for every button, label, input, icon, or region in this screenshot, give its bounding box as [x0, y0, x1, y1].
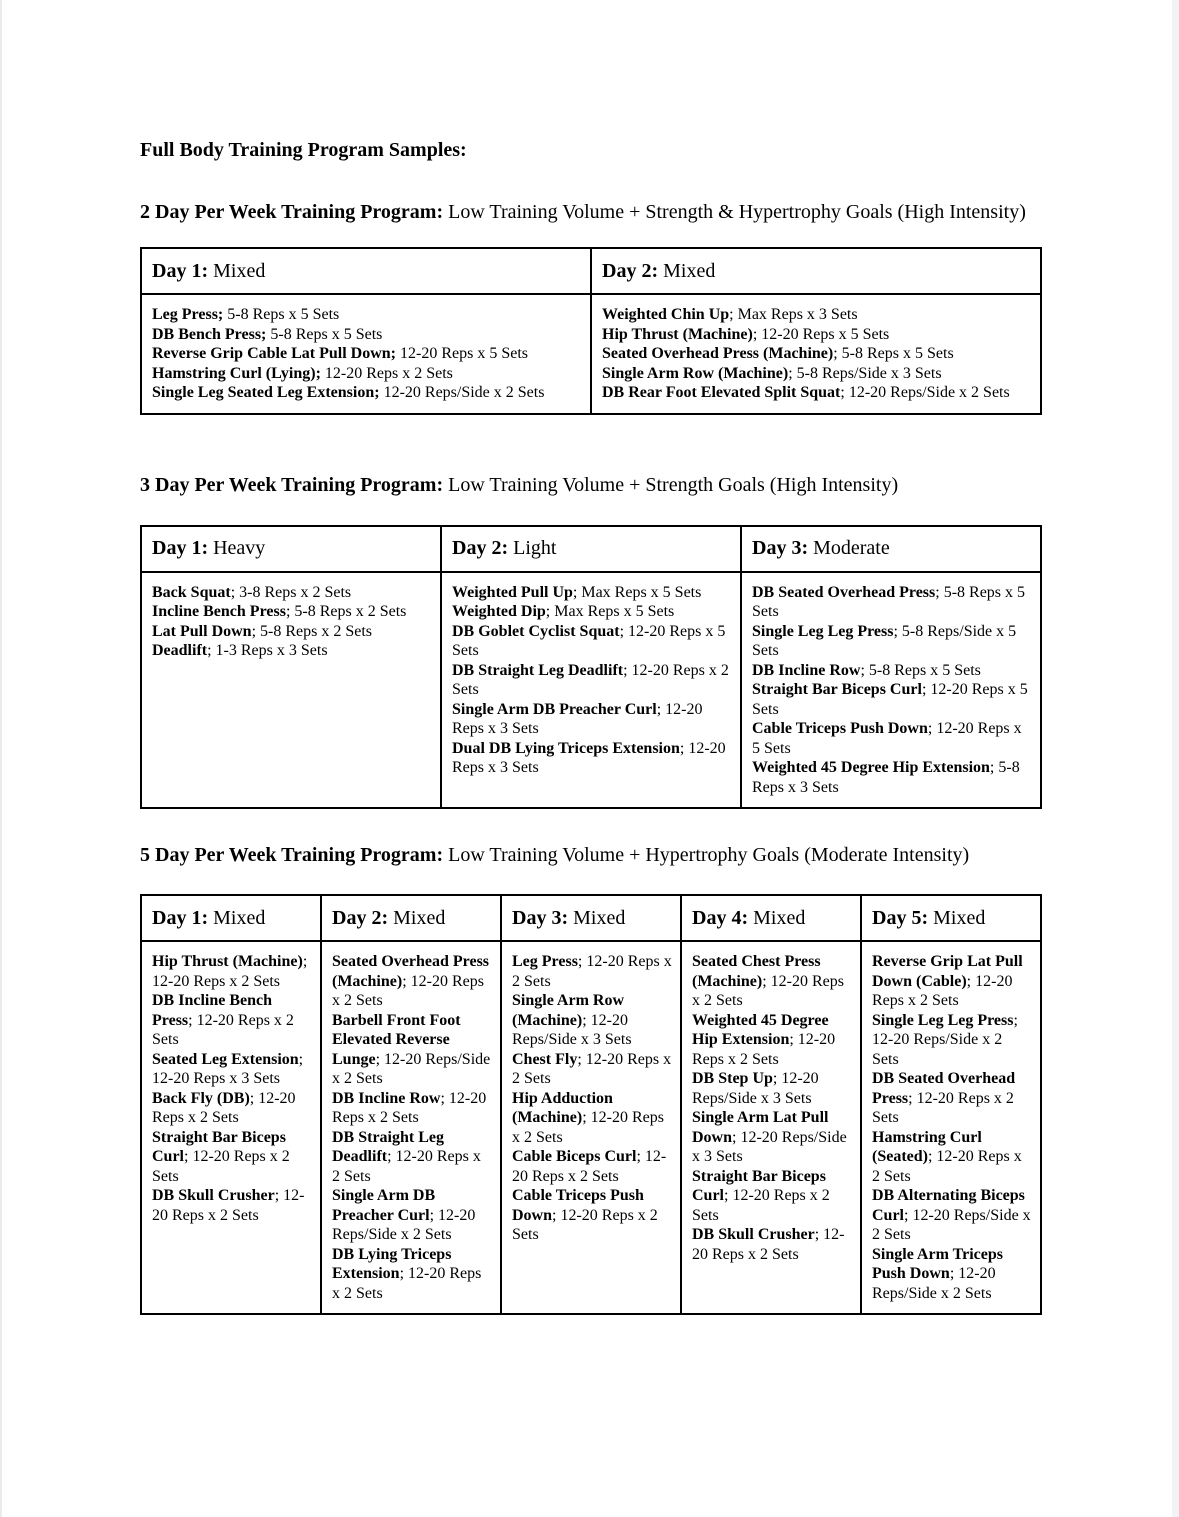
exercise-detail: ; 12-20 Reps x 2 Sets	[872, 972, 1013, 1009]
exercise-name: Hip Thrust (Machine)	[152, 953, 303, 970]
exercise-detail: ; 12-20 Reps x 2 Sets	[512, 1206, 658, 1243]
exercise-name: DB Seated Overhead Press	[872, 1070, 1016, 1107]
exercise-detail: ; 12-20 Reps x 2 Sets	[332, 1089, 487, 1126]
day-column-header	[501, 895, 681, 941]
day-exercises-cell	[441, 572, 741, 809]
exercise-detail: ; 12-20 Reps x 3 Sets	[452, 700, 703, 737]
exercise-item	[452, 622, 732, 661]
exercise-item	[872, 1128, 1032, 1187]
exercise-name: DB Incline Bench Press	[152, 992, 273, 1029]
training-program-table	[140, 894, 1042, 1315]
exercise-item	[152, 622, 432, 642]
exercise-item	[752, 719, 1032, 758]
program-section-2-day	[140, 199, 1040, 415]
exercise-name: DB Lying Triceps Extension	[332, 1245, 452, 1282]
exercise-name: Hamstring Curl (Lying);	[152, 364, 321, 382]
section-heading-rest: Low Training Volume + Strength & Hypertrophy Goals (High Intensity)	[443, 201, 1026, 223]
exercise-item	[512, 1089, 672, 1148]
exercise-name: Lat Pull Down	[152, 622, 252, 640]
exercise-item	[152, 344, 582, 364]
training-table-container	[140, 894, 1040, 1315]
day-exercises-cell	[321, 941, 501, 1314]
exercise-item	[752, 661, 1032, 681]
day-label: Day 1:	[152, 537, 209, 559]
exercise-name: Straight Bar Biceps Curl	[752, 681, 922, 698]
exercise-item	[872, 1069, 1032, 1128]
exercise-item	[512, 1050, 672, 1089]
day-type: Heavy	[208, 537, 266, 559]
day-header-row	[141, 248, 1041, 294]
day-label: Day 5:	[872, 906, 929, 929]
exercise-name: Dual DB Lying Triceps Extension	[452, 739, 680, 757]
exercise-detail: ; 12-20 Reps/Side x 2 Sets	[840, 384, 1010, 401]
exercise-item	[512, 952, 672, 991]
exercise-item	[872, 1186, 1032, 1245]
exercise-item	[152, 364, 582, 384]
exercise-detail: ; 12-20 Reps x 2 Sets	[152, 1011, 294, 1048]
section-heading	[140, 199, 1040, 225]
exercise-item	[692, 1167, 852, 1226]
day-label: Day 1:	[152, 906, 209, 929]
exercise-item	[692, 1011, 852, 1070]
table-head	[141, 248, 1041, 294]
exercise-item	[152, 325, 582, 345]
day-body-row	[141, 941, 1041, 1314]
day-exercises-cell	[861, 941, 1041, 1314]
exercise-name: Back Fly (DB)	[152, 1089, 250, 1107]
exercise-name: Single Arm DB Preacher Curl	[332, 1187, 436, 1224]
day-body-row	[141, 572, 1041, 809]
exercise-detail: 12-20 Reps/Side x 2 Sets	[379, 384, 545, 401]
exercise-detail: ; 5-8 Reps x 3 Sets	[752, 759, 1020, 796]
day-label: Day 2:	[602, 259, 659, 282]
exercise-detail: 12-20 Reps x 2 Sets	[320, 364, 453, 382]
exercise-name: Single Arm Lat Pull Down	[692, 1109, 829, 1146]
exercise-detail: ; Max Reps x 5 Sets	[545, 603, 675, 620]
training-table-container	[140, 525, 1040, 810]
exercise-detail: ; 12-20 Reps/Side x 2 Sets	[872, 1265, 996, 1302]
exercise-item	[332, 1245, 492, 1304]
exercise-detail: ; 5-8 Reps/Side x 5 Sets	[752, 622, 1017, 659]
day-body-row	[141, 294, 1041, 414]
exercise-detail: ; 12-20 Reps x 2 Sets	[152, 953, 308, 990]
exercise-item	[752, 680, 1032, 719]
exercise-name: Seated Leg Extension	[152, 1050, 299, 1068]
table-body	[141, 294, 1041, 414]
exercise-name: Reverse Grip Cable Lat Pull Down;	[152, 345, 396, 362]
exercise-name: Hamstring Curl (Seated)	[872, 1128, 982, 1165]
section-heading-bold: 3 Day Per Week Training Program:	[140, 473, 444, 496]
day-column-header	[141, 248, 591, 294]
day-type: Mixed	[568, 906, 626, 929]
day-type: Moderate	[808, 537, 890, 559]
day-header-row	[141, 895, 1041, 941]
exercise-item	[872, 952, 1032, 1011]
page-right-edge	[1172, 0, 1179, 1517]
exercise-item	[692, 1108, 852, 1167]
exercise-item	[452, 583, 732, 603]
day-label: Day 3:	[752, 537, 809, 559]
day-type: Light	[508, 537, 557, 559]
day-column-header	[321, 895, 501, 941]
exercise-item	[452, 739, 732, 778]
exercise-name: DB Incline Row	[752, 661, 861, 679]
exercise-detail: ; 12-20 Reps x 2 Sets	[332, 1148, 481, 1185]
exercise-item	[692, 1069, 852, 1108]
exercise-detail: ; 12-20 Reps x 2 Sets	[152, 1148, 290, 1185]
exercise-item	[602, 344, 1032, 364]
exercise-name: Straight Bar Biceps Curl	[152, 1128, 286, 1165]
exercise-name: DB Seated Overhead Press	[752, 583, 936, 601]
day-column-header	[441, 526, 741, 572]
exercise-detail: ; 12-20 Reps x 2 Sets	[512, 1148, 667, 1185]
exercise-name: DB Skull Crusher	[152, 1187, 275, 1204]
exercise-item	[152, 1050, 312, 1089]
exercise-detail: ; 12-20 Reps x 2 Sets	[152, 1187, 305, 1224]
day-header-row	[141, 526, 1041, 572]
exercise-name: Cable Triceps Push Down	[512, 1187, 644, 1224]
exercise-detail: ; 5-8 Reps/Side x 3 Sets	[788, 364, 942, 382]
training-program-table	[140, 525, 1042, 810]
exercise-detail: ; 5-8 Reps x 5 Sets	[752, 583, 1026, 620]
exercise-detail: ; 12-20 Reps x 2 Sets	[692, 1187, 830, 1224]
exercise-name: Seated Chest Press (Machine)	[692, 953, 821, 990]
exercise-name: Leg Press;	[152, 306, 224, 323]
exercise-item	[602, 383, 1032, 403]
exercise-detail: ; 12-20 Reps x 2 Sets	[692, 972, 844, 1009]
day-exercises-cell	[141, 572, 441, 809]
day-column-header	[681, 895, 861, 941]
day-type: Mixed	[748, 906, 806, 929]
exercise-item	[452, 661, 732, 700]
exercise-name: Hip Thrust (Machine)	[602, 325, 753, 343]
exercise-detail: ; 12-20 Reps/Side x 2 Sets	[332, 1050, 491, 1087]
exercise-detail: ; 5-8 Reps x 5 Sets	[833, 345, 954, 362]
day-column-header	[861, 895, 1041, 941]
day-exercises-cell	[591, 294, 1041, 414]
exercise-name: Weighted 45 Degree Hip Extension	[692, 1011, 829, 1048]
table-body	[141, 941, 1041, 1314]
exercise-name: Single Arm Triceps Push Down	[872, 1245, 1003, 1282]
exercise-name: Weighted 45 Degree Hip Extension	[752, 759, 990, 776]
exercise-item	[692, 952, 852, 1011]
exercise-detail: ; Max Reps x 5 Sets	[572, 583, 702, 601]
exercise-name: Hip Adduction (Machine)	[512, 1089, 613, 1126]
section-heading-bold: 5 Day Per Week Training Program:	[140, 844, 444, 866]
day-exercises-cell	[141, 294, 591, 414]
exercise-detail: ; 12-20 Reps x 2 Sets	[332, 1265, 482, 1302]
exercise-item	[152, 641, 432, 661]
day-type: Mixed	[928, 906, 986, 929]
exercise-detail: ; 1-3 Reps x 3 Sets	[207, 642, 328, 659]
exercise-name: DB Rear Foot Elevated Split Squat	[602, 384, 841, 401]
exercise-name: Weighted Chin Up	[602, 306, 730, 323]
day-label: Day 1:	[152, 259, 209, 282]
exercise-detail: ; 12-20 Reps x 2 Sets	[872, 1148, 1022, 1185]
section-heading-rest: Low Training Volume + Strength Goals (High Intensity)	[443, 473, 899, 496]
exercise-item	[752, 583, 1032, 622]
program-section-5-day	[140, 842, 1040, 1315]
exercise-detail: ; 5-8 Reps x 2 Sets	[285, 603, 407, 620]
exercise-item	[602, 305, 1032, 325]
day-column-header	[591, 248, 1041, 294]
exercise-detail: ; 12-20 Reps x 3 Sets	[152, 1050, 304, 1087]
exercise-item	[872, 1011, 1032, 1070]
exercise-name: Cable Triceps Push Down	[752, 720, 928, 737]
day-label: Day 4:	[692, 906, 749, 929]
exercise-detail: ; Max Reps x 3 Sets	[729, 306, 858, 323]
exercise-name: Single Leg Leg Press	[872, 1011, 1014, 1029]
day-type: Mixed	[208, 906, 266, 929]
exercise-name: Seated Overhead Press (Machine)	[332, 953, 490, 990]
exercise-name: Deadlift	[152, 642, 208, 659]
exercise-detail: 12-20 Reps x 5 Sets	[395, 345, 528, 362]
exercise-name: Back Squat	[152, 583, 231, 601]
exercise-name: Reverse Grip Lat Pull Down (Cable)	[872, 953, 1023, 990]
section-heading-rest: Low Training Volume + Hypertrophy Goals (Moderate Intensity)	[443, 844, 970, 866]
day-exercises-cell	[141, 941, 321, 1314]
exercise-name: DB Straight Leg Deadlift	[452, 661, 624, 679]
exercise-name: Single Arm DB Preacher Curl	[452, 700, 657, 718]
table-head	[141, 526, 1041, 572]
exercise-item	[752, 758, 1032, 797]
day-exercises-cell	[681, 941, 861, 1314]
exercise-name: Weighted Pull Up	[452, 583, 573, 601]
exercise-detail: ; 3-8 Reps x 2 Sets	[230, 583, 352, 601]
exercise-item	[152, 583, 432, 603]
exercise-name: DB Bench Press;	[152, 325, 267, 343]
exercise-name: DB Goblet Cyclist Squat	[452, 622, 620, 640]
exercise-name: DB Alternating Biceps Curl	[872, 1187, 1025, 1224]
exercise-name: DB Straight Leg Deadlift	[332, 1128, 444, 1165]
exercise-item	[152, 305, 582, 325]
exercise-item	[332, 1186, 492, 1245]
exercise-detail: 5-8 Reps x 5 Sets	[223, 306, 340, 323]
exercise-detail: ; 5-8 Reps x 2 Sets	[251, 622, 373, 640]
exercise-detail: ; 12-20 Reps/Side x 3 Sets	[692, 1128, 847, 1165]
exercise-name: Weighted Dip	[452, 603, 546, 620]
exercise-detail: ; 12-20 Reps x 5 Sets	[752, 325, 890, 343]
exercise-detail: ; 12-20 Reps/Side x 3 Sets	[512, 1011, 632, 1048]
exercise-item	[152, 383, 582, 403]
day-column-header	[141, 526, 441, 572]
exercise-detail: ; 12-20 Reps x 2 Sets	[512, 1109, 664, 1146]
document-title: Full Body Training Program Samples:	[140, 139, 467, 161]
exercise-name: Seated Overhead Press (Machine)	[602, 345, 834, 362]
exercise-detail: ; 12-20 Reps x 2 Sets	[452, 661, 729, 698]
exercise-detail: ; 12-20 Reps x 3 Sets	[452, 739, 726, 776]
exercise-item	[602, 364, 1032, 384]
exercise-name: Chest Fly	[512, 1050, 578, 1068]
exercise-detail: ; 12-20 Reps x 2 Sets	[332, 972, 484, 1009]
exercise-item	[512, 1186, 672, 1245]
exercise-name: DB Step Up	[692, 1070, 773, 1087]
day-label: Day 2:	[452, 537, 509, 559]
exercise-name: Single Arm Row (Machine)	[512, 992, 624, 1029]
exercise-item	[602, 325, 1032, 345]
day-label: Day 2:	[332, 906, 389, 929]
exercise-detail: ; 12-20 Reps x 5 Sets	[752, 720, 1022, 757]
exercise-item	[332, 1089, 492, 1128]
exercise-item	[152, 1186, 312, 1225]
exercise-name: Incline Bench Press	[152, 603, 286, 620]
exercise-detail: ; 12-20 Reps x 5 Sets	[752, 681, 1028, 718]
exercise-item	[152, 991, 312, 1050]
exercise-detail: ; 12-20 Reps x 2 Sets	[692, 1031, 836, 1068]
table-body	[141, 572, 1041, 809]
exercise-detail: ; 12-20 Reps x 2 Sets	[512, 1050, 672, 1087]
table-head	[141, 895, 1041, 941]
section-heading	[140, 842, 1040, 868]
day-exercises-cell	[501, 941, 681, 1314]
exercise-name: Barbell Front Foot Elevated Reverse Lunge	[332, 1011, 461, 1068]
exercise-name: Cable Biceps Curl	[512, 1148, 637, 1165]
exercise-detail: ; 12-20 Reps x 2 Sets	[512, 953, 672, 990]
exercise-item	[332, 1128, 492, 1187]
exercise-item	[332, 952, 492, 1011]
exercise-detail: ; 12-20 Reps/Side x 2 Sets	[872, 1206, 1031, 1243]
section-heading	[140, 472, 1040, 498]
training-program-table	[140, 247, 1042, 415]
program-section-3-day	[140, 472, 1040, 810]
exercise-item	[512, 1147, 672, 1186]
day-exercises-cell	[741, 572, 1041, 809]
exercise-item	[152, 952, 312, 991]
exercise-detail: ; 5-8 Reps x 5 Sets	[860, 661, 981, 679]
exercise-name: Single Arm Row (Machine)	[602, 364, 789, 382]
exercise-detail: ; 12-20 Reps/Side x 2 Sets	[332, 1206, 476, 1243]
exercise-item	[512, 991, 672, 1050]
exercise-name: Straight Bar Biceps Curl	[692, 1167, 826, 1204]
day-type: Mixed	[388, 906, 446, 929]
exercise-item	[872, 1245, 1032, 1304]
exercise-name: DB Incline Row	[332, 1089, 441, 1107]
exercise-detail: ; 12-20 Reps/Side x 3 Sets	[692, 1070, 819, 1107]
exercise-item	[152, 1128, 312, 1187]
exercise-name: Leg Press	[512, 953, 578, 970]
training-table-container	[140, 247, 1040, 415]
exercise-item	[332, 1011, 492, 1089]
exercise-item	[152, 602, 432, 622]
exercise-name: Single Leg Leg Press	[752, 622, 894, 640]
exercise-item	[692, 1225, 852, 1264]
exercise-detail: ; 12-20 Reps x 2 Sets	[872, 1089, 1014, 1126]
exercise-item	[752, 622, 1032, 661]
section-heading-bold: 2 Day Per Week Training Program:	[140, 201, 444, 223]
exercise-item	[452, 602, 732, 622]
exercise-detail: ; 12-20 Reps x 2 Sets	[692, 1226, 845, 1263]
exercise-item	[152, 1089, 312, 1128]
day-label: Day 3:	[512, 906, 569, 929]
exercise-detail: ; 12-20 Reps x 5 Sets	[452, 622, 726, 659]
exercise-name: Single Leg Seated Leg Extension;	[152, 384, 380, 401]
exercise-detail: 5-8 Reps x 5 Sets	[266, 325, 383, 343]
day-column-header	[141, 895, 321, 941]
day-type: Mixed	[658, 259, 716, 282]
exercise-detail: ; 12-20 Reps/Side x 2 Sets	[872, 1011, 1018, 1068]
day-type: Mixed	[208, 259, 266, 282]
exercise-item	[452, 700, 732, 739]
exercise-detail: ; 12-20 Reps x 2 Sets	[152, 1089, 296, 1126]
day-column-header	[741, 526, 1041, 572]
exercise-name: DB Skull Crusher	[692, 1226, 815, 1243]
